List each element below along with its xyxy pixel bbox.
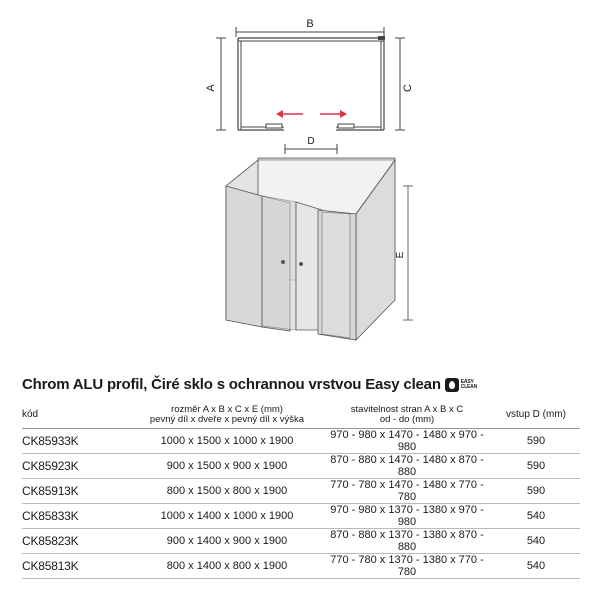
table-row xyxy=(22,429,580,454)
header-entry: vstup D (mm) xyxy=(492,402,580,429)
table-body xyxy=(22,429,580,579)
cell-code: CK85813K xyxy=(22,554,132,579)
cell-adjustability: 970 - 980 x 1470 - 1480 x 970 - 980 xyxy=(322,429,492,454)
cell-entry: 540 xyxy=(492,554,580,579)
cell-code: CK85823K xyxy=(22,529,132,554)
cell-adjustability: 770 - 780 x 1470 - 1480 x 770 - 780 xyxy=(322,479,492,504)
cell-adjustability: 870 - 880 x 1470 - 1480 x 870 - 880 xyxy=(322,454,492,479)
label-c: C xyxy=(402,84,414,92)
label-e: E xyxy=(395,251,406,259)
cell-entry: 590 xyxy=(492,429,580,454)
easy-clean-label: EASY CLEAN xyxy=(460,378,478,390)
cell-size: 900 x 1500 x 900 x 1900 xyxy=(132,454,322,479)
cell-size: 800 x 1500 x 800 x 1900 xyxy=(132,479,322,504)
cell-entry: 540 xyxy=(492,529,580,554)
cell-size: 1000 x 1400 x 1000 x 1900 xyxy=(132,504,322,529)
table-header-row xyxy=(22,402,580,429)
plan-view xyxy=(216,27,405,154)
cell-entry: 540 xyxy=(492,504,580,529)
label-d: D xyxy=(307,136,315,147)
cell-adjustability: 970 - 980 x 1370 - 1380 x 970 - 980 xyxy=(322,504,492,529)
header-adjustability: stavitelnost stran A x B x C od - do (mm) xyxy=(322,402,492,429)
header-size: rozměr A x B x C x E (mm) pevný díl x dveře x pevný díl x výška xyxy=(132,402,322,429)
table-row xyxy=(22,529,580,554)
cell-entry: 590 xyxy=(492,479,580,504)
cell-size: 1000 x 1500 x 1000 x 1900 xyxy=(132,429,322,454)
cell-code: CK85923K xyxy=(22,454,132,479)
header-code: kód xyxy=(22,402,132,429)
product-title xyxy=(22,376,477,393)
cell-size: 900 x 1400 x 900 x 1900 xyxy=(132,529,322,554)
cell-size: 800 x 1400 x 800 x 1900 xyxy=(132,554,322,579)
table-row xyxy=(22,504,580,529)
table-row xyxy=(22,479,580,504)
cell-code: CK85913K xyxy=(22,479,132,504)
door-opening-arrows xyxy=(276,110,347,118)
cell-adjustability: 770 - 780 x 1370 - 1380 x 770 - 780 xyxy=(322,554,492,579)
table-row xyxy=(22,554,580,579)
product-title-text: Chrom ALU profil, Čiré sklo s ochrannou vrstvou Easy clean xyxy=(22,376,441,393)
spec-table xyxy=(22,402,580,579)
table-row xyxy=(22,454,580,479)
cell-code: CK85933K xyxy=(22,429,132,454)
cell-adjustability: 870 - 880 x 1370 - 1380 x 870 - 880 xyxy=(322,529,492,554)
label-b: B xyxy=(306,18,314,30)
easy-clean-badge xyxy=(445,378,477,392)
drop-icon xyxy=(445,378,459,392)
cell-entry: 590 xyxy=(492,454,580,479)
label-a: A xyxy=(205,84,217,92)
perspective-view xyxy=(226,158,413,340)
cell-code: CK85833K xyxy=(22,504,132,529)
